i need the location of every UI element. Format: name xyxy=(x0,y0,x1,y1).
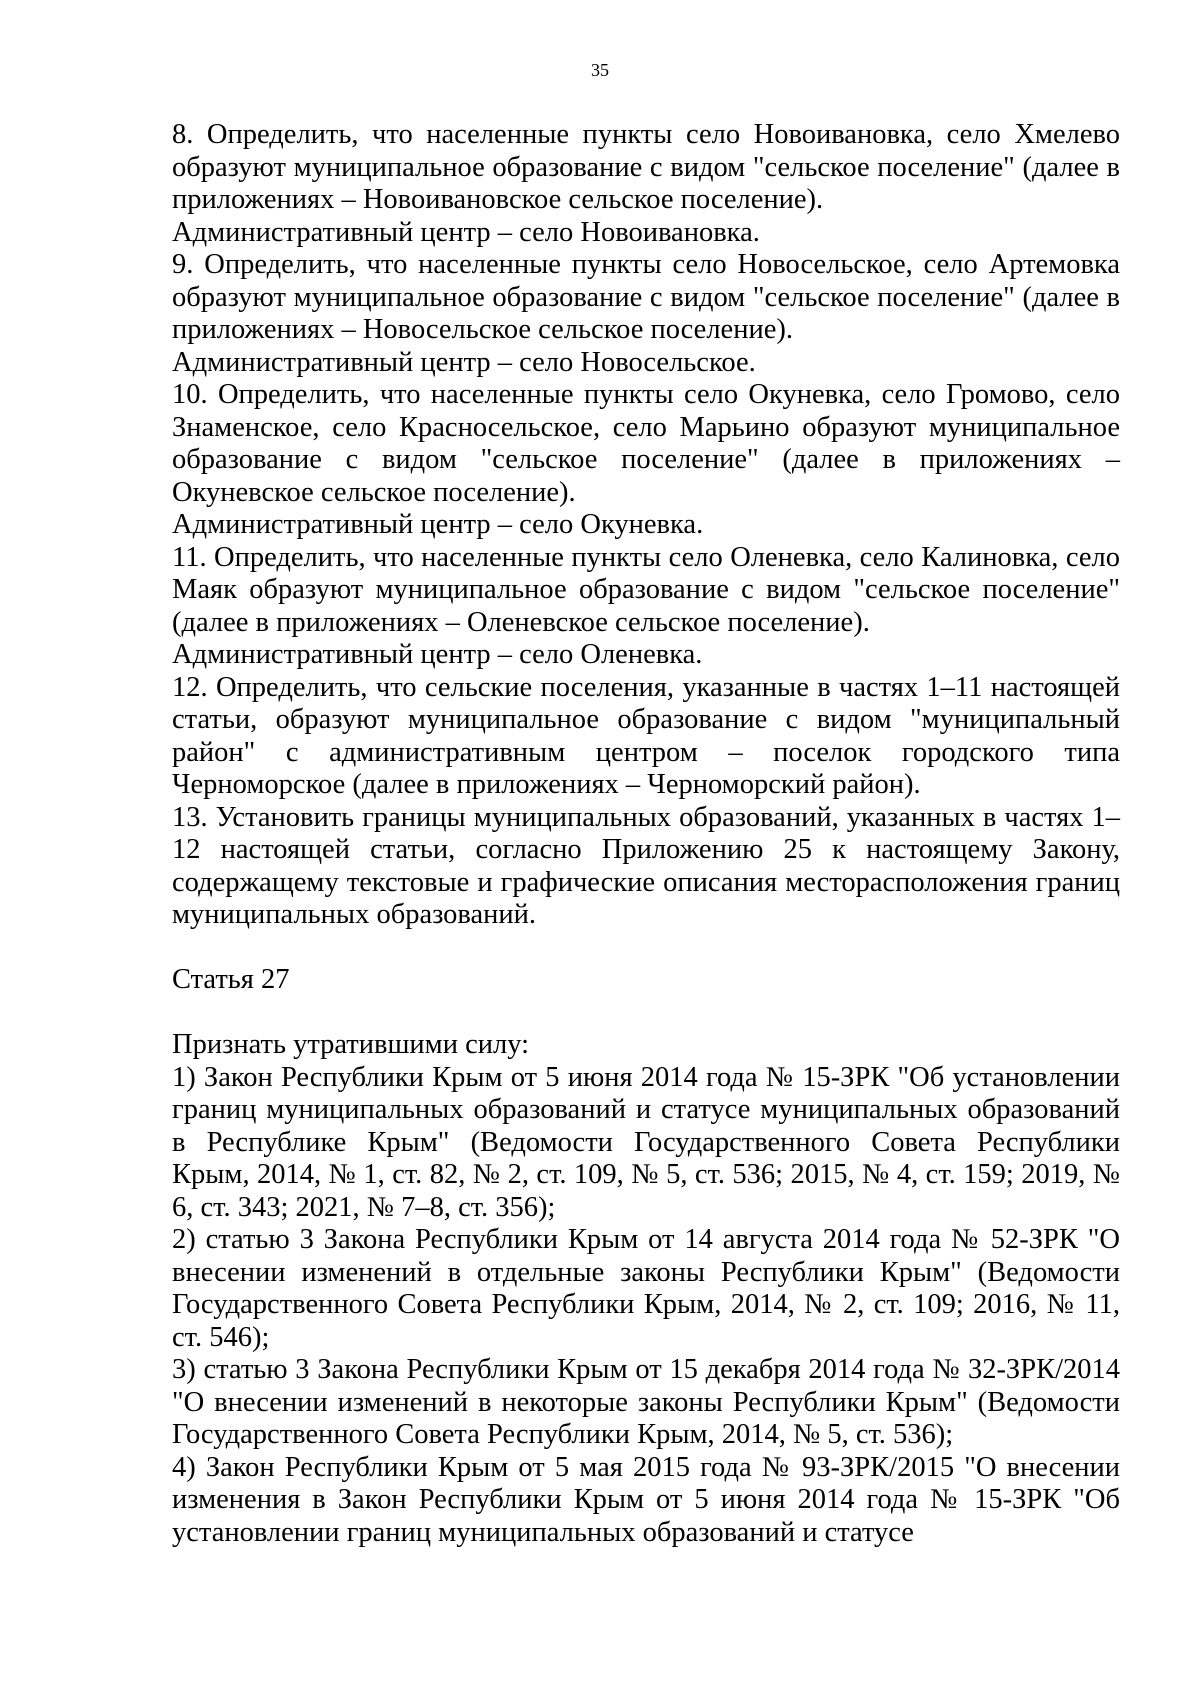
article-26-part-8: 8. Определить, что населенные пункты село Новоивановка, село Хмелево образуют муниципальное образование с видом "сельское поселение" (далее в приложениях – Новоивановское сельское поселение). xyxy=(172,119,1120,215)
article-27-item-3: 3) статью 3 Закона Республики Крым от 15 декабря 2014 года № 32-ЗРК/2014 "О внесении изменений в некоторые законы Республики Крым" (Ведомости Государственного Совета Республики Крым, 2014, № 5, ст. 536); xyxy=(172,1354,1120,1450)
article-26-part-12: 12. Определить, что сельские поселения, указанные в частях 1–11 настоящей статьи, образуют муниципальное образование с видом "муниципальный район" с административным центром – поселок городского типа Черноморское (далее в приложениях – Черноморский район). xyxy=(172,671,1120,800)
article-26-part-9: 9. Определить, что населенные пункты село Новосельское, село Артемовка образуют муниципальное образование с видом "сельское поселение" (далее в приложениях – Новосельское сельское поселение). xyxy=(172,249,1120,345)
article-26-part-10: 10. Определить, что населенные пункты село Окуневка, село Громово, село Знаменское, село Красносельское, село Марьино образуют муниципальное образование с видом "сельское поселение" (далее в приложениях – Окуневское сельское поселение). xyxy=(172,379,1120,508)
article-27-heading: Статья 27 xyxy=(172,964,290,995)
article-26-part-11: 11. Определить, что населенные пункты село Оленевка, село Калиновка, село Маяк образуют муниципальное образование с видом "сельское поселение" (далее в приложениях – Оленевское сельское поселение). xyxy=(172,541,1120,638)
admin-center-line: Административный центр – село Оленевка. xyxy=(172,639,703,670)
spacer xyxy=(172,932,1120,965)
spacer xyxy=(172,997,1120,1030)
article-27-item-4: 4) Закон Республики Крым от 5 мая 2015 года № 93-ЗРК/2015 "О внесении изменения в Закон Республики Крым от 5 июня 2014 года № 15-ЗРК "Об установлении границ муниципальных образований и статусе xyxy=(172,1451,1120,1548)
document-body xyxy=(172,119,1120,1549)
admin-center-line: Административный центр – село Окуневка. xyxy=(172,509,704,540)
page-number: 35 xyxy=(591,60,609,80)
article-27-intro: Признать утратившими силу: xyxy=(172,1029,529,1060)
admin-center-line: Административный центр – село Новоивановка. xyxy=(172,216,760,248)
article-27-item-1: 1) Закон Республики Крым от 5 июня 2014 года № 15-ЗРК "Об установлении границ муниципальных образований и статусе муниципальных образований в Республике Крым" (Ведомости Государственного Совета Республики Крым, 2014, № 1, ст. 82, № 2, ст. 109, № 5, ст. 536; 2015, № 4, ст. 159; 2019, № 6, ст. 343; 2021, № 7–8, ст. 356); xyxy=(172,1061,1120,1223)
admin-center-line: Административный центр – село Новосельское. xyxy=(172,346,756,378)
article-26-part-13: 13. Установить границы муниципальных образований, указанных в частях 1–12 настоящей статьи, согласно Приложению 25 к настоящему Закону, содержащему текстовые и графические описания месторасположения границ муниципальных образований. xyxy=(172,801,1120,930)
article-27-item-2: 2) статью 3 Закона Республики Крым от 14 августа 2014 года № 52-ЗРК "О внесении изменений в отдельные законы Республики Крым" (Ведомости Государственного Совета Республики Крым, 2014, № 2, ст. 109; 2016, № 11, ст. 546); xyxy=(172,1224,1120,1353)
